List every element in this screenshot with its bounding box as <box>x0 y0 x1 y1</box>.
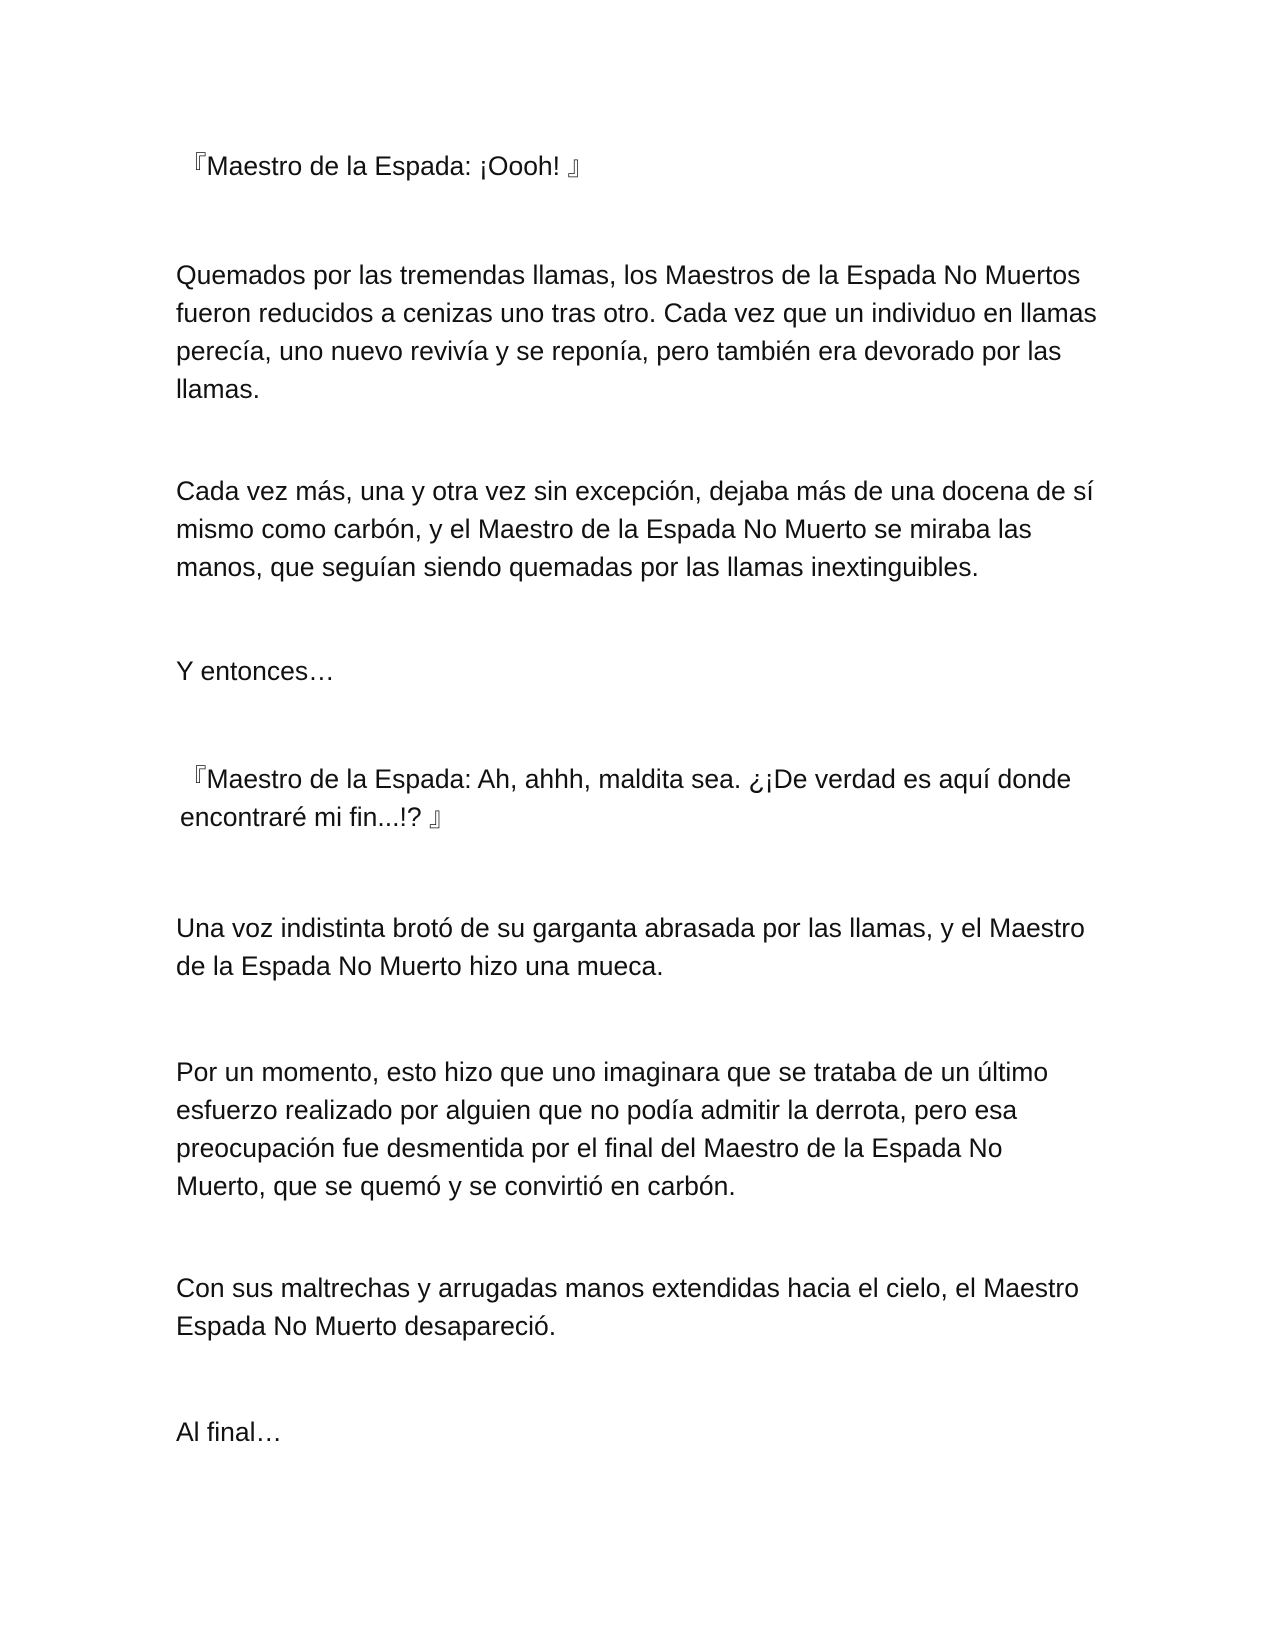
narration-paragraph-3: Y entonces… <box>176 656 335 686</box>
narration-paragraph-6: Con sus maltrechas y arrugadas manos extendidas hacia el cielo, el Maestro Espada No Muerto desapareció. <box>176 1273 1079 1341</box>
narration-paragraph-5: Por un momento, esto hizo que uno imaginara que se trataba de un último esfuerzo realizado por alguien que no podía admitir la derrota, pero esa preocupación fue desmentida por el final del Maestro de la Espada No Muerto, que se quemó y se convirtió en carbón. <box>176 1057 1049 1201</box>
narration-paragraph-4: Una voz indistinta brotó de su garganta abrasada por las llamas, y el Maestro de la Espada No Muerto hizo una mueca. <box>176 913 1085 981</box>
dialogue-line-sword-master-1: 『Maestro de la Espada: ¡Oooh! 』 <box>180 151 594 181</box>
dialogue-line-sword-master-2: 『Maestro de la Espada: Ah, ahhh, maldita sea. ¿¡De verdad es aquí donde encontraré mi fin...!? 』 <box>180 764 1072 832</box>
narration-paragraph-2: Cada vez más, una y otra vez sin excepción, dejaba más de una docena de sí mismo como carbón, y el Maestro de la Espada No Muerto se miraba las manos, que seguían siendo quemadas por las llamas inextinguibles. <box>176 476 1094 582</box>
narration-paragraph-1: Quemados por las tremendas llamas, los Maestros de la Espada No Muertos fueron reducidos a cenizas uno tras otro. Cada vez que un individuo en llamas perecía, uno nuevo revivía y se reponía, pero también era devorado por las llamas. <box>176 260 1097 404</box>
narration-paragraph-7: Al final… <box>176 1417 283 1447</box>
